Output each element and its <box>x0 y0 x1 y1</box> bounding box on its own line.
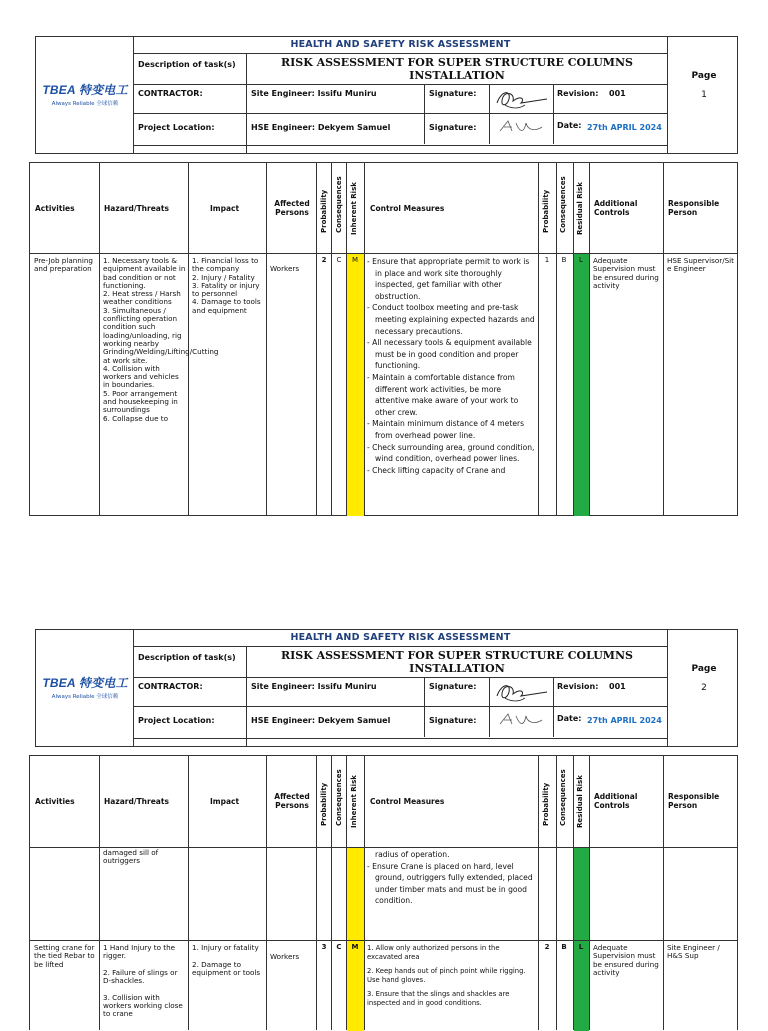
date-label: Date: <box>557 121 582 130</box>
inherent-risk-cell <box>347 941 364 1031</box>
company-logo <box>40 81 130 107</box>
risk-table-page-2 <box>29 755 738 1030</box>
col-affected: Affected Persons <box>274 199 310 217</box>
col-impact: Impact <box>210 204 240 213</box>
date-value: 27th APRIL 2024 <box>587 716 662 725</box>
col-control: Control Measures <box>370 797 445 806</box>
control-item: 2. Keep hands out of pinch point while rigging. Use hand gloves. <box>367 967 526 984</box>
residual-risk-cell <box>574 848 589 940</box>
task-title: RISK ASSESSMENT FOR SUPER STRUCTURE COLUMNS INSTALLATION <box>281 649 633 675</box>
col-additional: Additional Controls <box>594 199 638 217</box>
residual-risk-cell <box>574 941 589 1031</box>
col-activities: Activities <box>35 797 75 806</box>
description-label: Description of task(s) <box>138 60 236 69</box>
col-hazard: Hazard/Threats <box>104 797 169 806</box>
responsible-text: HSE Supervisor/Site Engineer <box>667 256 734 274</box>
signature-label-2: Signature: <box>429 123 477 132</box>
control-measures <box>367 944 535 1007</box>
logo-tagline: Always Reliable 全球信赖 <box>51 101 119 107</box>
logo-brand: TBEA 特变电工 <box>42 676 128 690</box>
control-item: - Check lifting capacity of Crane and <box>367 465 506 475</box>
col-inherent-risk: Inherent Risk <box>350 182 358 235</box>
col-hazard: Hazard/Threats <box>104 204 169 213</box>
res-cons-value: B <box>561 256 567 264</box>
col-activities: Activities <box>35 204 75 213</box>
inherent-risk-cell <box>347 254 364 516</box>
hse-engineer: HSE Engineer: Dekyem Samuel <box>251 716 391 725</box>
header-block-page-2 <box>35 629 738 747</box>
signature-image <box>491 678 551 706</box>
col-responsible: Responsible Person <box>668 199 720 217</box>
site-engineer: Site Engineer: Issifu Muniru <box>251 682 377 691</box>
col-consequences: Consequences <box>335 176 343 233</box>
cons-value: C <box>336 256 342 264</box>
col-residual-risk: Residual Risk <box>576 775 584 828</box>
inherent-risk-cell <box>347 848 364 940</box>
risk-table-page-1 <box>29 162 738 516</box>
date-label: Date: <box>557 714 582 723</box>
col-control: Control Measures <box>370 204 445 213</box>
hse-engineer: HSE Engineer: Dekyem Samuel <box>251 123 391 132</box>
revision-label: Revision: <box>557 682 599 691</box>
page-number: 2 <box>701 683 707 693</box>
control-item: - Conduct toolbox meeting and pre-task meeting explaining expected hazards and necessary precautions. <box>367 303 535 336</box>
signature-label-2: Signature: <box>429 716 477 725</box>
additional-text: Adequate Supervision must be ensured during activity <box>593 943 659 977</box>
header-block-page-1 <box>35 36 738 154</box>
site-engineer: Site Engineer: Issifu Muniru <box>251 89 377 98</box>
control-item: - Ensure that appropriate permit to work is in place and work site thoroughly inspected, get familiar with other obstruction. <box>367 257 530 301</box>
logo-tagline: Always Reliable 全球信赖 <box>51 694 119 700</box>
control-item: - Ensure Crane is placed on hard, level ground, outriggers fully extended, placed under timber mats and must be in good condition. <box>367 861 533 906</box>
affected-text: Workers <box>270 952 300 961</box>
page-label: Page <box>691 664 717 674</box>
res-prob-value: 1 <box>544 256 550 264</box>
hazards-text: 1 Hand Injury to the rigger. 2. Failure of slings or D-shackles. 3. Collision with workers working close to crane <box>103 943 183 1019</box>
responsible-text: Site Engineer / H&S Sup <box>667 943 720 961</box>
control-measures <box>367 256 535 516</box>
contractor-label: CONTRACTOR: <box>138 89 203 98</box>
hazards-text: 1. Necessary tools & equipment available in bad condition or not functioning. 2. Heat stress / Harsh weather conditions 3. Simultaneous / conflicting operation condition such loading/unloading, rig working nearby Grinding/Welding/Lifting/Cutting at work site. 4. Collision with workers and vehicles in boundaries. 5. Poor arrangement and housekeeping in surroundings 6. Collapse due to <box>103 256 219 423</box>
res-cons-value: B <box>561 943 567 951</box>
inherent-value: M <box>351 943 359 951</box>
prob-value: 3 <box>321 943 327 951</box>
affected-text: Workers <box>270 264 300 273</box>
assessment-title: HEALTH AND SAFETY RISK ASSESSMENT <box>290 39 511 50</box>
company-logo <box>40 674 130 700</box>
date-value: 27th APRIL 2024 <box>587 123 662 132</box>
project-location-label: Project Location: <box>138 716 215 725</box>
revision-value: 001 <box>609 89 626 98</box>
description-label: Description of task(s) <box>138 653 236 662</box>
activity-text: Setting crane for the tied Rebar to be lifted <box>34 943 95 969</box>
cons-value: C <box>336 943 342 951</box>
assessment-title: HEALTH AND SAFETY RISK ASSESSMENT <box>290 632 511 643</box>
col-residual-risk: Residual Risk <box>576 182 584 235</box>
additional-text: Adequate Supervision must be ensured during activity <box>593 256 659 290</box>
col-probability-2: Probability <box>542 189 550 233</box>
col-additional: Additional Controls <box>594 792 638 810</box>
res-prob-value: 2 <box>544 943 550 951</box>
col-inherent-risk: Inherent Risk <box>350 775 358 828</box>
signature-image <box>491 85 551 113</box>
residual-value: L <box>579 256 583 264</box>
residual-risk-cell <box>574 254 589 516</box>
col-affected: Affected Persons <box>274 792 310 810</box>
control-item: - Maintain minimum distance of 4 meters from overhead power line. <box>367 419 525 440</box>
hazards-text: damaged sill of outriggers <box>103 848 159 866</box>
col-probability: Probability <box>320 189 328 233</box>
prob-value: 2 <box>321 256 327 264</box>
control-item: radius of operation. <box>375 850 450 859</box>
control-measures <box>367 849 535 907</box>
impact-text: 1. Financial loss to the company 2. Injury / Fatality 3. Fatality or injury to personnel 4. Damage to tools and equipment <box>192 256 261 315</box>
control-item: - Check surrounding area, ground condition, wind condition, overhead power lines. <box>367 442 535 464</box>
inherent-value: M <box>351 256 359 264</box>
signature-label: Signature: <box>429 89 477 98</box>
page-label: Page <box>691 71 717 81</box>
logo-brand: TBEA 特变电工 <box>42 83 128 97</box>
col-consequences-2: Consequences <box>559 176 567 233</box>
col-consequences: Consequences <box>335 769 343 826</box>
task-title: RISK ASSESSMENT FOR SUPER STRUCTURE COLUMNS INSTALLATION <box>281 56 633 82</box>
project-location-label: Project Location: <box>138 123 215 132</box>
control-item: 1. Allow only authorized persons in the excavated area <box>367 944 500 961</box>
signature-image-2 <box>496 710 546 730</box>
page-number: 1 <box>701 90 707 100</box>
contractor-label: CONTRACTOR: <box>138 682 203 691</box>
col-impact: Impact <box>210 797 240 806</box>
signature-label: Signature: <box>429 682 477 691</box>
control-item: - Maintain a comfortable distance from different work activities, be more attentive make aware of your work to other crew. <box>367 372 519 417</box>
control-item: - All necessary tools & equipment available must be in good condition and proper functioning. <box>367 338 532 371</box>
col-consequences-2: Consequences <box>559 769 567 826</box>
residual-value: L <box>578 943 584 951</box>
col-probability-2: Probability <box>542 782 550 826</box>
revision-label: Revision: <box>557 89 599 98</box>
impact-text: 1. Injury or fatality 2. Damage to equipment or tools <box>192 943 261 977</box>
col-probability: Probability <box>320 782 328 826</box>
control-item: 3. Ensure that the slings and shackles are inspected and in good conditions. <box>367 990 510 1007</box>
revision-value: 001 <box>609 682 626 691</box>
signature-image-2 <box>496 117 546 137</box>
col-responsible: Responsible Person <box>668 792 720 810</box>
activity-text: Pre-Job planning and preparation <box>34 256 93 274</box>
